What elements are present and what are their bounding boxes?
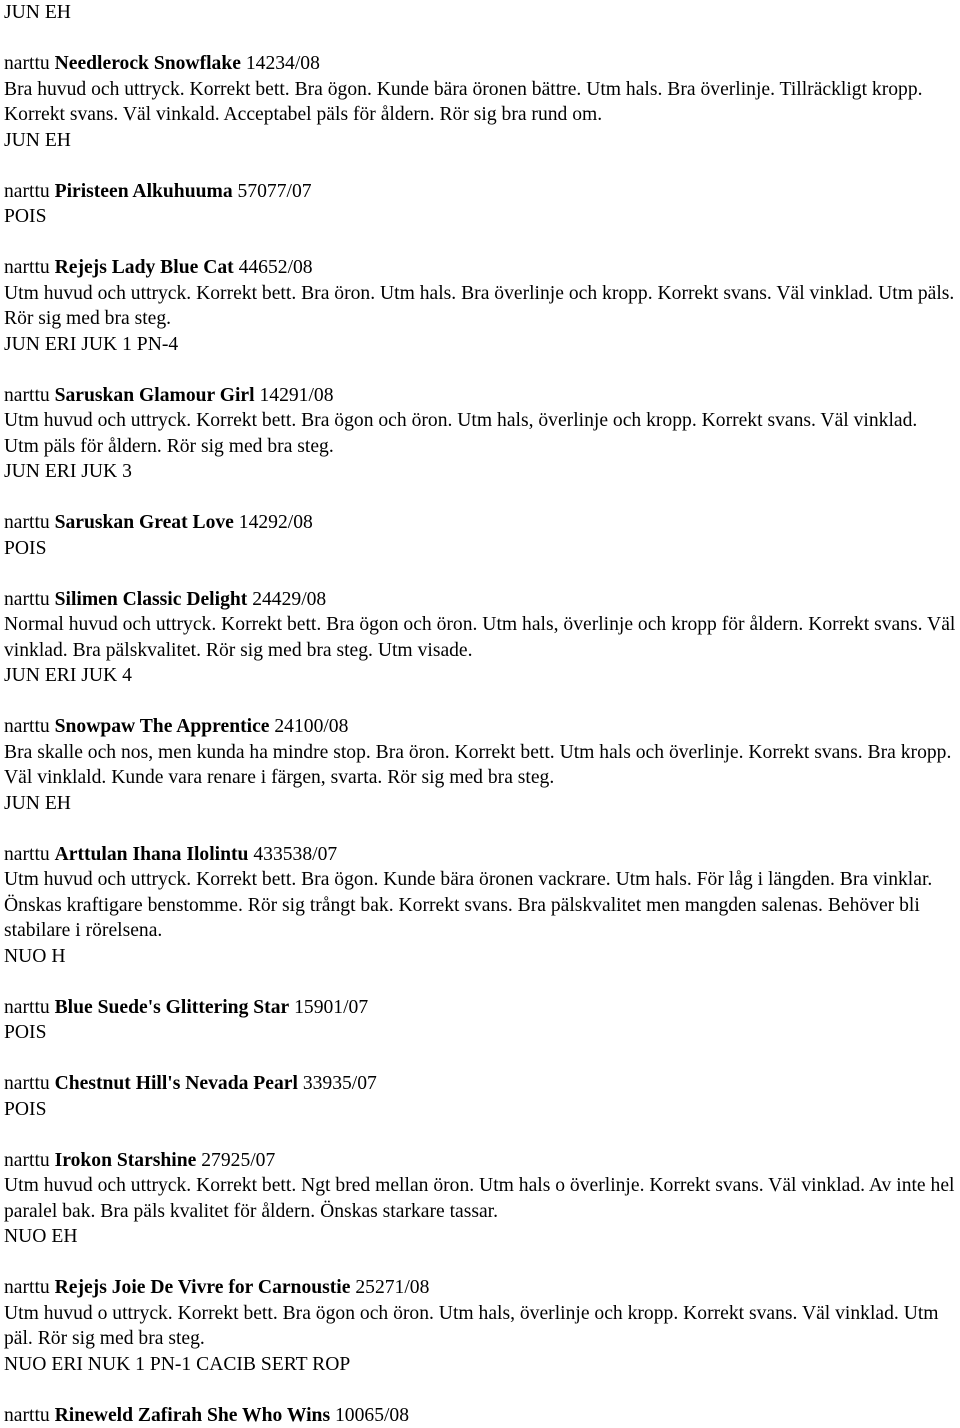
dog-entry [4, 995, 956, 1046]
dog-entry [4, 1148, 956, 1250]
dog-heading [4, 383, 956, 409]
dog-heading [4, 255, 956, 281]
dog-name: Chestnut Hill's Nevada Pearl [55, 1073, 298, 1094]
dog-name: Arttulan Ihana Ilolintu [55, 844, 249, 865]
result-line: JUN EH [4, 0, 956, 26]
dog-entry [4, 179, 956, 230]
critique-text: Bra skalle och nos, men kunda ha mindre stop. Bra öron. Korrekt bett. Utm hals och överlinje. Korrekt svans. Bra kropp. Väl vinklald. Kunde vara renare i färgen, svarta. Rör sig med bra steg. [4, 740, 956, 791]
dog-sex: narttu [4, 1277, 50, 1298]
dog-heading [4, 1071, 956, 1097]
dog-entry [4, 587, 956, 689]
dog-heading [4, 842, 956, 868]
critique-text: Bra huvud och uttryck. Korrekt bett. Bra ögon. Kunde bära öronen bättre. Utm hals. Bra överlinje. Tillräckligt kropp. Korrekt svans. Väl vinkald. Acceptabel päls för åldern. Rör sig bra rund om. [4, 77, 956, 128]
dog-sex: narttu [4, 53, 50, 74]
dog-reg-number: 14292/08 [239, 512, 313, 533]
critique-text: Utm huvud och uttryck. Korrekt bett. Bra öron. Utm hals. Bra överlinje och kropp. Korrekt svans. Väl vinklad. Utm päls. Rör sig med bra steg. [4, 281, 956, 332]
dog-heading [4, 1148, 956, 1174]
critique-text: Utm huvud och uttryck. Korrekt bett. Ngt bred mellan öron. Utm hals o överlinje. Korrekt svans. Väl vinklad. Av inte hel paralel bak. Bra päls kvalitet för åldern. Önskas starkare tassar. [4, 1173, 956, 1224]
dog-name: Rejejs Lady Blue Cat [55, 257, 234, 278]
dog-entry [4, 51, 956, 153]
result-line: NUO H [4, 944, 956, 970]
dog-name: Needlerock Snowflake [55, 53, 241, 74]
dog-reg-number: 44652/08 [239, 257, 313, 278]
dog-name: Blue Suede's Glittering Star [55, 997, 290, 1018]
result-line: POIS [4, 1020, 956, 1046]
result-line: POIS [4, 204, 956, 230]
spacer [4, 1046, 956, 1072]
spacer [4, 485, 956, 511]
result-line: NUO EH [4, 1224, 956, 1250]
dog-heading [4, 587, 956, 613]
dog-name: Saruskan Great Love [55, 512, 234, 533]
result-line: JUN ERI JUK 3 [4, 459, 956, 485]
dog-heading [4, 51, 956, 77]
dog-name: Rejejs Joie De Vivre for Carnoustie [55, 1277, 351, 1298]
spacer [4, 816, 956, 842]
spacer [4, 230, 956, 256]
dog-heading [4, 1275, 956, 1301]
dog-name: Irokon Starshine [55, 1150, 197, 1171]
critique-text: Utm huvud och uttryck. Korrekt bett. Bra ögon. Kunde bära öronen vackrare. Utm hals. För låg i längden. Bra vinklar. Önskas kraftigare benstomme. Rör sig trångt bak. Korrekt svans. Bra pälskvalitet men mangden salenas. Behöver bli stabilare i rörelsena. [4, 867, 956, 944]
spacer [4, 561, 956, 587]
result-line: JUN ERI JUK 4 [4, 663, 956, 689]
spacer [4, 1377, 956, 1403]
dog-entry [4, 1275, 956, 1377]
result-line: POIS [4, 1097, 956, 1123]
dog-reg-number: 57077/07 [238, 181, 312, 202]
spacer [4, 357, 956, 383]
dog-entry [4, 1403, 956, 1428]
critique-text: Utm huvud o uttryck. Korrekt bett. Bra ögon och öron. Utm hals, överlinje och kropp. Korrekt svans. Väl vinklad. Utm päl. Rör sig med bra steg. [4, 1301, 956, 1352]
dog-entry [4, 510, 956, 561]
dog-sex: narttu [4, 1405, 50, 1426]
dog-heading [4, 714, 956, 740]
dog-heading [4, 1403, 956, 1428]
dog-sex: narttu [4, 716, 50, 737]
dog-entry [4, 842, 956, 970]
dog-reg-number: 27925/07 [201, 1150, 275, 1171]
dog-reg-number: 25271/08 [355, 1277, 429, 1298]
dog-reg-number: 33935/07 [303, 1073, 377, 1094]
dog-reg-number: 24100/08 [274, 716, 348, 737]
dog-name: Saruskan Glamour Girl [55, 385, 255, 406]
dog-entry [4, 1071, 956, 1122]
spacer [4, 969, 956, 995]
spacer [4, 26, 956, 52]
dog-entry [4, 714, 956, 816]
spacer [4, 1122, 956, 1148]
critique-text: Normal huvud och uttryck. Korrekt bett. Bra ögon och öron. Utm hals, överlinje och kropp för åldern. Korrekt svans. Väl vinklad. Bra pälskvalitet. Rör sig med bra steg. Utm visade. [4, 612, 956, 663]
dog-sex: narttu [4, 181, 50, 202]
dog-reg-number: 433538/07 [253, 844, 337, 865]
dog-reg-number: 14234/08 [246, 53, 320, 74]
dog-sex: narttu [4, 1150, 50, 1171]
dog-name: Piristeen Alkuhuuma [55, 181, 233, 202]
dog-sex: narttu [4, 1073, 50, 1094]
dog-sex: narttu [4, 512, 50, 533]
dog-sex: narttu [4, 844, 50, 865]
dog-heading [4, 179, 956, 205]
result-line: JUN EH [4, 128, 956, 154]
result-line: JUN EH [4, 791, 956, 817]
dog-entry [4, 255, 956, 357]
dog-name: Silimen Classic Delight [55, 589, 248, 610]
dog-name: Snowpaw The Apprentice [55, 716, 270, 737]
dog-sex: narttu [4, 385, 50, 406]
result-line: NUO ERI NUK 1 PN-1 CACIB SERT ROP [4, 1352, 956, 1378]
spacer [4, 1250, 956, 1276]
dog-name: Rineweld Zafirah She Who Wins [55, 1405, 330, 1426]
spacer [4, 689, 956, 715]
dog-heading [4, 995, 956, 1021]
dog-sex: narttu [4, 257, 50, 278]
dog-sex: narttu [4, 997, 50, 1018]
dog-entry [4, 383, 956, 485]
dog-sex: narttu [4, 589, 50, 610]
result-line: POIS [4, 536, 956, 562]
dog-reg-number: 24429/08 [252, 589, 326, 610]
dog-reg-number: 10065/08 [335, 1405, 409, 1426]
dog-reg-number: 15901/07 [294, 997, 368, 1018]
dog-reg-number: 14291/08 [259, 385, 333, 406]
critique-text: Utm huvud och uttryck. Korrekt bett. Bra ögon och öron. Utm hals, överlinje och kropp. Korrekt svans. Väl vinklad. Utm päls för åldern. Rör sig med bra steg. [4, 408, 956, 459]
spacer [4, 153, 956, 179]
dog-heading [4, 510, 956, 536]
result-line: JUN ERI JUK 1 PN-4 [4, 332, 956, 358]
